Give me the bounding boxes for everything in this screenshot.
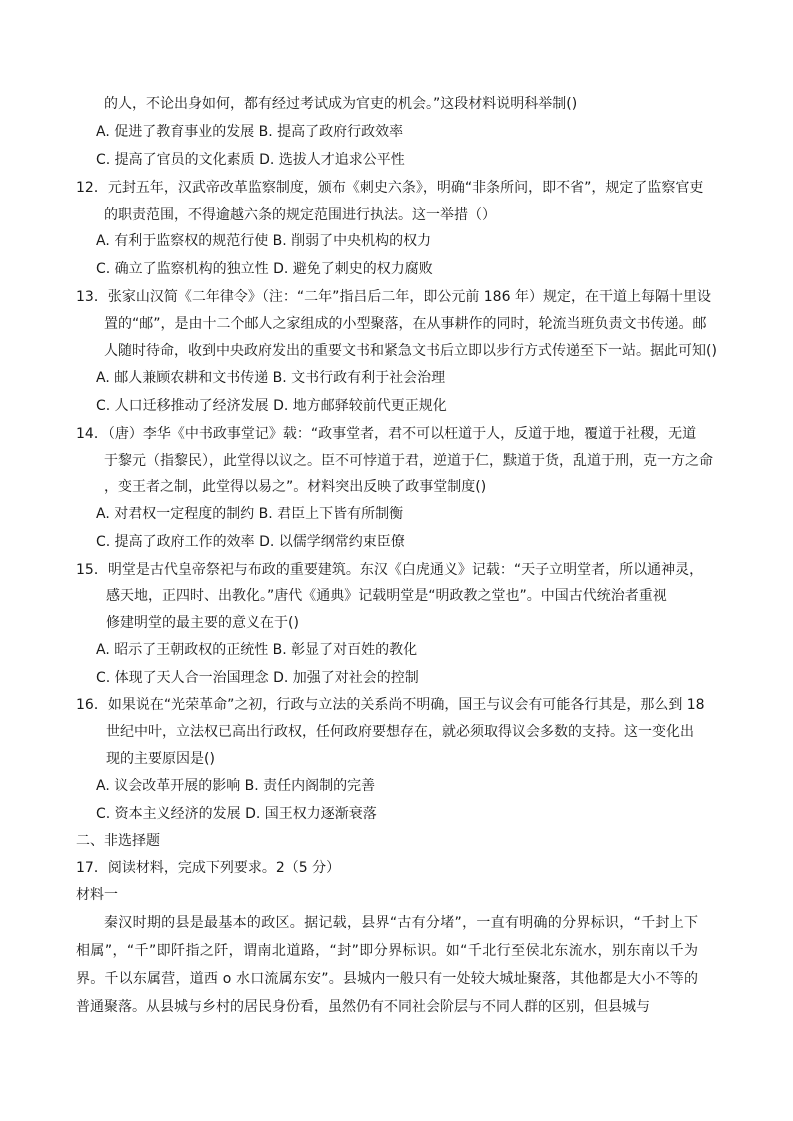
q13-stem-line3: 人随时待命，收到中央政府发出的重要文书和紧急文书后立即以步行方式传递至下一站。据此可知(): [104, 343, 717, 359]
q13-options-cd: C. 人口迁移推动了经济发展 D. 地方邮驿较前代更正规化: [96, 398, 447, 414]
q16-stem-line2: 世纪中叶，立法权已高出行政权，任何政府要想存在，就必须取得议会多数的支持。这一变化出: [106, 724, 694, 740]
q17-material-paragraph: 秦汉时期的县是最基本的政区。据记载，县界“古有分堵”，一直有明确的分界标识，“千封上下相属”，“千”即阡指之阡，谓南北道路，“封”即分界标识。如“千北行至侯北东流水，别东南以千为界。千以东属营，道西 o 水口流属东安”。县城内一般只有一处较大城址聚落，其他都是大小不等的普通聚落。从县城与乡村的居民身份看，虽然仍有不同社会阶层与不同人群的区别，但县城与: [76, 915, 698, 1015]
q14-stem-line3: ，变王者之制，此堂得以易之”。材料突出反映了政事堂制度(): [104, 479, 487, 495]
q15-stem-line2: 感天地，正四时、出教化。”唐代《通典》记载明堂是“明政教之堂也”。中国古代统治者重视: [106, 588, 667, 604]
q15-options-ab: A. 昭示了王朝政权的正统性 B. 彰显了对百姓的教化: [96, 642, 418, 658]
q16-options-ab: A. 议会改革开展的影响 B. 责任内阁制的完善: [96, 778, 376, 794]
q12-stem-line2: 的职责范围，不得逾越六条的规定范围进行执法。这一举措（）: [104, 207, 496, 223]
q14-stem-line1: 14．（唐）李华《中书政事堂记》载：“政事堂者，君不可以枉道于人，反道于地，覆道于社稷，无道: [76, 426, 697, 442]
q16-stem-line1: 16．如果说在“光荣革命”之初，行政与立法的关系尚不明确，国王与议会有可能各行其是，那么到 18: [76, 697, 705, 713]
q14-stem-line2: 于黎元（指黎民），此堂得以议之。臣不可悖道于君，逆道于仁，黩道于货，乱道于刑，克一方之命: [104, 453, 713, 469]
q14-options-cd: C. 提高了政府工作的效率 D. 以儒学纲常约束臣僚: [96, 534, 405, 550]
q12-stem-line1: 12．元封五年，汉武帝改革监察制度，颁布《刺史六条》，明确“非条所问，即不省”，规定了监察官吏: [76, 180, 704, 196]
q13-options-ab: A. 邮人兼顾农耕和文书传递 B. 文书行政有利于社会治理: [96, 370, 446, 386]
q13-stem-line1: 13．张家山汉简《二年律令》（注：“二年”指吕后二年，即公元前 186 年）规定，在干道上每隔十里设: [76, 289, 711, 305]
q15-stem-line3: 修建明堂的最主要的意义在于(): [106, 615, 299, 631]
q14-options-ab: A. 对君权一定程度的制约 B. 君臣上下皆有所制衡: [96, 506, 404, 522]
q11-stem-continuation: 的人，不论出身如何，都有经过考试成为官吏的机会。”这段材料说明科举制(): [104, 96, 578, 112]
q11-options-cd: C. 提高了官员的文化素质 D. 选拔人才追求公平性: [96, 152, 405, 168]
q15-stem-line1: 15．明堂是古代皇帝祭祀与布政的重要建筑。东汉《白虎通义》记载：“天子立明堂者，所以通神灵，: [76, 562, 704, 578]
q12-options-ab: A. 有利于监察权的规范行使 B. 削弱了中央机构的权力: [96, 233, 432, 249]
q13-stem-line2: 置的“邮”，是由十二个邮人之家组成的小型聚落，在从事耕作的同时，轮流当班负责文书传递。邮: [104, 316, 707, 332]
section-heading-non-choice: 二、非选择题: [76, 833, 160, 849]
q12-options-cd: C. 确立了监察机构的独立性 D. 避免了刺史的权力腐败: [96, 261, 433, 277]
q11-options-ab: A. 促进了教育事业的发展 B. 提高了政府行政效率: [96, 124, 404, 140]
q17-stem: 17．阅读材料，完成下列要求。2（5 分）: [76, 860, 341, 876]
q16-stem-line3: 现的主要原因是(): [106, 751, 215, 767]
q17-material-label: 材料一: [76, 887, 118, 903]
q15-options-cd: C. 体现了天人合一治国理念 D. 加强了对社会的控制: [96, 670, 419, 686]
q16-options-cd: C. 资本主义经济的发展 D. 国王权力逐渐衰落: [96, 806, 377, 822]
